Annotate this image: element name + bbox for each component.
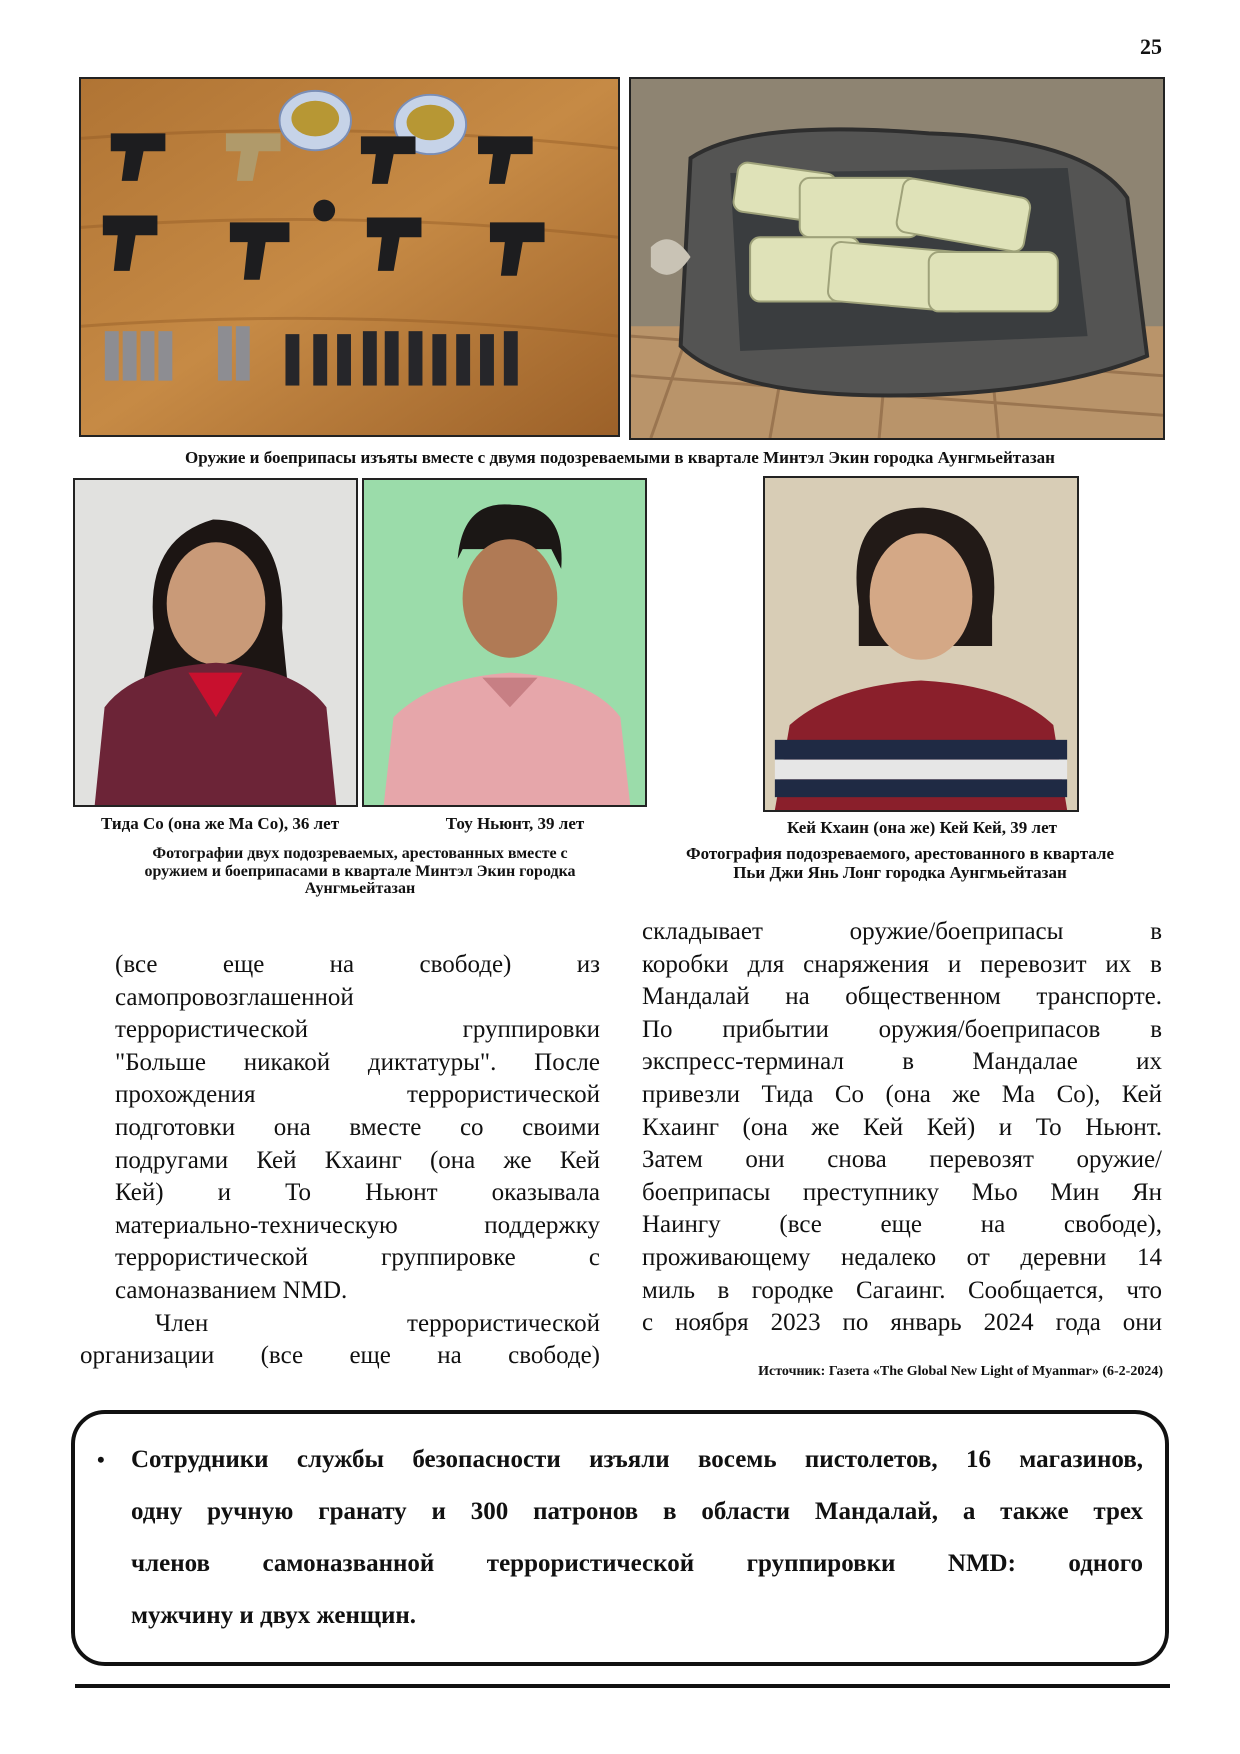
- bullet-marker: •: [97, 1447, 105, 1472]
- pair-caption: Фотографии двух подозреваемых, арестованных вместе с оружием и боеприпасами в квартале Минтэл Экин городка Аунгмьейтазан: [144, 845, 576, 898]
- summary-text: Сотрудники службы безопасности изъяли восемь пистолетов, 16 магазинов, одну ручную гранату и 300 патронов в области Мандалай, а также трех членов самоназванной террористической группировки NMD: одного мужчину и двух женщин.: [131, 1446, 1143, 1629]
- bottom-rule: [75, 1684, 1170, 1688]
- weapons-photo: [79, 77, 620, 437]
- article-left-column: (все еще на свободе) из самопровозглашенной террористической группировки "Больше никакой диктатуры". После прохождения террористической подготовки она вместе со своими подругами Кей Кхаинг (она же Кей Кей) и То Ньюнт оказывала материально-техническую поддержку террористической группировке с самоназванием NMD. Член террористической организации (все еще на свободе): [80, 951, 600, 1370]
- summary-box: [71, 1410, 1169, 1666]
- suspect1-name: Тида Со (она же Ма Со), 36 лет: [100, 814, 340, 833]
- suspect2-name: Тоу Ньюнт, 39 лет: [445, 814, 585, 833]
- article-right-column: складывает оружие/боеприпасы в коробки для снаряжения и перевозит их в Мандалай на общественном транспорте. По прибытии оружия/боеприпасов в экспресс-терминал в Мандалае их привезли Тида Со (она же Ма Со), Кей Кхаинг (она же Кей Кей) и То Ньюнт. Затем они снова перевозят оружие/ боеприпасы преступнику Мьо Мин Ян Наингу (все еще на свободе), проживающему недалеко от деревни 14 миль в городке Сагаинг. Сообщается, что с ноября 2023 по январь 2024 года они: [642, 918, 1162, 1337]
- engine-cache-photo: [629, 77, 1165, 440]
- suspect-photo-kay-khaing: [763, 476, 1079, 812]
- suspect-photo-thida-so: [73, 478, 358, 807]
- suspect3-name: Кей Кхаин (она же) Кей Кей, 39 лет: [787, 818, 1057, 837]
- weapons-caption: Оружие и боеприпасы изъяты вместе с двумя подозреваемыми в квартале Минтэл Экин городка Аунгмьейтазан: [185, 448, 1055, 467]
- suspect-photo-toe-nyunt: [362, 478, 647, 807]
- single-caption: Фотография подозреваемого, арестованного в квартале Пьи Джи Янь Лонг городка Аунгмьейтазан: [686, 844, 1114, 882]
- source-citation: Источник: Газета «The Global New Light of Myanmar» (6-2-2024): [758, 1364, 1163, 1379]
- page-number: 25: [1140, 34, 1162, 59]
